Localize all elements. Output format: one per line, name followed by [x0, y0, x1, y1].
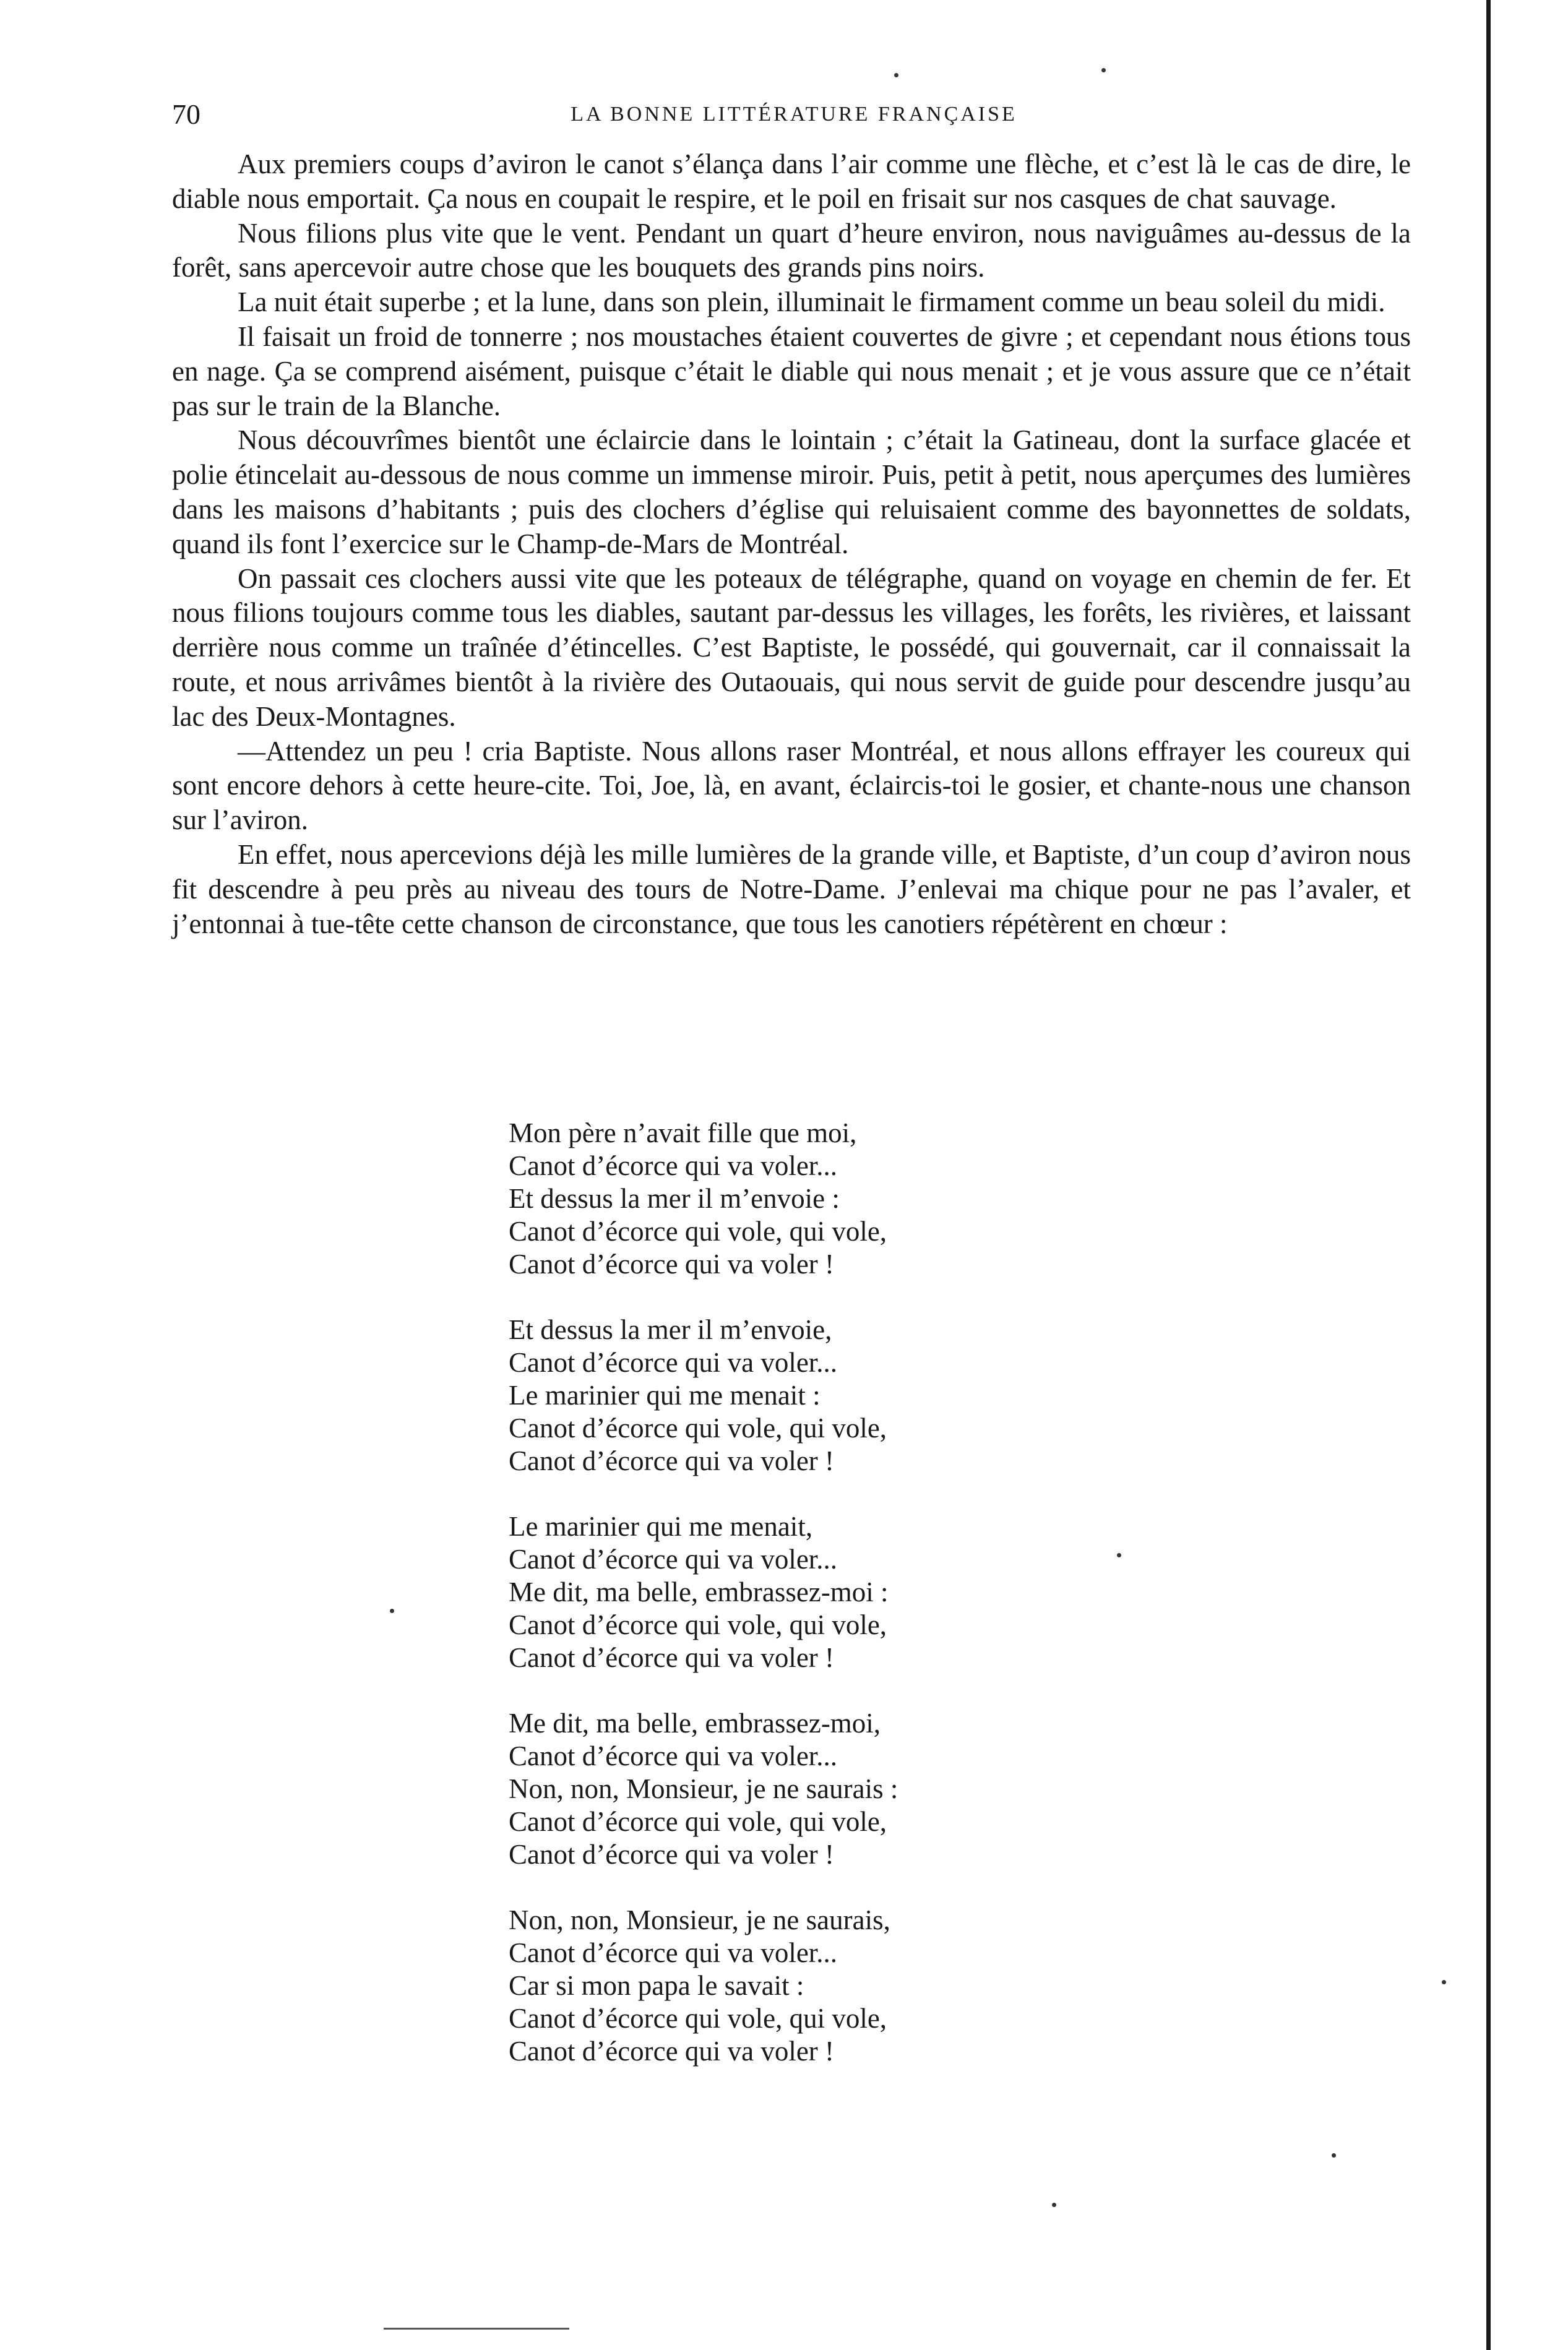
- song-stanza: [509, 1117, 1251, 1281]
- verse-line: Canot d’écorce qui vole, qui vole,: [509, 1413, 887, 1444]
- verse-line: Non, non, Monsieur, je ne saurais,: [509, 1905, 890, 1935]
- verse-line: Me dit, ma belle, embrassez-moi,: [509, 1708, 881, 1739]
- paragraph: La nuit était superbe ; et la lune, dans son plein, illuminait le firmament comme un beau soleil du midi.: [238, 286, 1385, 318]
- paragraph: En effet, nous apercevions déjà les mille lumières de la grande ville, et Baptiste, d’un coup d’aviron nous fit descendre à peu près au niveau des tours de Notre-Dame. J’enlevai ma chique pour ne pas l’avaler, et j’entonnai à tue-tête cette chanson de circonstance, que tous les canotiers répétèrent en chœur :: [172, 838, 1411, 939]
- verse-line: Et dessus la mer il m’envoie,: [509, 1314, 832, 1345]
- song-stanza: [509, 1904, 1251, 2068]
- page-number: 70: [172, 98, 200, 130]
- scan-speck: [1052, 2203, 1056, 2207]
- song-stanza: [509, 1707, 1251, 1871]
- verse-line: Car si mon papa le savait :: [509, 1970, 804, 2001]
- binding-edge-line: [1486, 0, 1491, 2350]
- scan-speck: [1117, 1553, 1121, 1557]
- verse-line: Canot d’écorce qui vole, qui vole,: [509, 1216, 887, 1247]
- verse-line: Le marinier qui me menait,: [509, 1511, 813, 1542]
- prose-body: [172, 147, 1411, 941]
- verse-line: Canot d’écorce qui va voler !: [509, 2036, 835, 2067]
- paragraph: —Attendez un peu ! cria Baptiste. Nous allons raser Montréal, et nous allons effrayer les coureux qui sont encore dehors à cette heure-cite. Toi, Joe, là, en avant, éclaircis-toi le gosier, et chante-nous une chanson sur l’aviron.: [172, 735, 1411, 836]
- verse-line: Canot d’écorce qui va voler !: [509, 1839, 835, 1870]
- running-title: LA BONNE LITTÉRATURE FRANÇAISE: [571, 103, 1017, 126]
- scan-speck: [1332, 2153, 1336, 2158]
- scan-speck: [894, 73, 898, 77]
- verse-line: Canot d’écorce qui va voler...: [509, 1150, 838, 1181]
- scan-artifact-rule: [384, 2328, 569, 2330]
- verse-line: Canot d’écorce qui vole, qui vole,: [509, 1609, 887, 1640]
- song-stanza: [509, 1510, 1251, 1674]
- verse-line: Canot d’écorce qui vole, qui vole,: [509, 1806, 887, 1837]
- running-head: [172, 93, 1416, 136]
- verse-line: Canot d’écorce qui va voler...: [509, 1741, 838, 1771]
- verse-line: Non, non, Monsieur, je ne saurais :: [509, 1773, 898, 1804]
- scan-speck: [1442, 1980, 1446, 1984]
- scan-speck: [390, 1609, 394, 1613]
- verse-line: Canot d’écorce qui va voler !: [509, 1445, 835, 1476]
- paragraph: On passait ces clochers aussi vite que les poteaux de télégraphe, quand on voyage en chemin de fer. Et nous filions toujours comme tous les diables, sautant par-dessus les villages, les forêts, les rivières, et laissant derrière nous comme un traînée d’étincelles. C’est Baptiste, le possédé, qui gouvernait, car il connaissait la route, et nous arrivâmes bientôt à la rivière des Outaouais, qui nous servit de guide pour descendre jusqu’au lac des Deux-Montagnes.: [172, 562, 1411, 732]
- paragraph: Nous découvrîmes bientôt une éclaircie dans le lointain ; c’était la Gatineau, dont la surface glacée et polie étincelait au-dessous de nous comme un immense miroir. Puis, petit à petit, nous aperçumes des lumières dans les maisons d’habitants ; puis des clochers d’église qui reluisaient comme des bayonnettes de soldats, quand ils font l’exercice sur le Champ-de-Mars de Montréal.: [172, 424, 1411, 559]
- verse-line: Mon père n’avait fille que moi,: [509, 1117, 857, 1148]
- verse-line: Canot d’écorce qui va voler...: [509, 1544, 838, 1575]
- paragraph: Il faisait un froid de tonnerre ; nos moustaches étaient couvertes de givre ; et cependant nous étions tous en nage. Ça se comprend aisément, puisque c’était le diable qui nous menait ; et je vous assure que ce n’était pas sur le train de la Blanche.: [172, 321, 1411, 421]
- verse-line: Canot d’écorce qui va voler !: [509, 1642, 835, 1673]
- verse-line: Et dessus la mer il m’envoie :: [509, 1183, 840, 1214]
- song-verses: [509, 1117, 1251, 2068]
- song-stanza: [509, 1314, 1251, 1478]
- verse-line: Me dit, ma belle, embrassez-moi :: [509, 1577, 889, 1608]
- paragraph: Nous filions plus vite que le vent. Pendant un quart d’heure environ, nous naviguâmes au-dessus de la forêt, sans apercevoir autre chose que les bouquets des grands pins noirs.: [172, 217, 1411, 283]
- scan-speck: [1101, 68, 1106, 72]
- verse-line: Canot d’écorce qui va voler...: [509, 1347, 838, 1378]
- verse-line: Canot d’écorce qui va voler !: [509, 1249, 835, 1280]
- verse-line: Canot d’écorce qui va voler...: [509, 1937, 838, 1968]
- verse-line: Canot d’écorce qui vole, qui vole,: [509, 2003, 887, 2034]
- verse-line: Le marinier qui me menait :: [509, 1380, 821, 1411]
- paragraph: Aux premiers coups d’aviron le canot s’élança dans l’air comme une flèche, et c’est là le cas de dire, le diable nous emportait. Ça nous en coupait le respire, et le poil en frisait sur nos casques de chat sauvage.: [172, 148, 1411, 214]
